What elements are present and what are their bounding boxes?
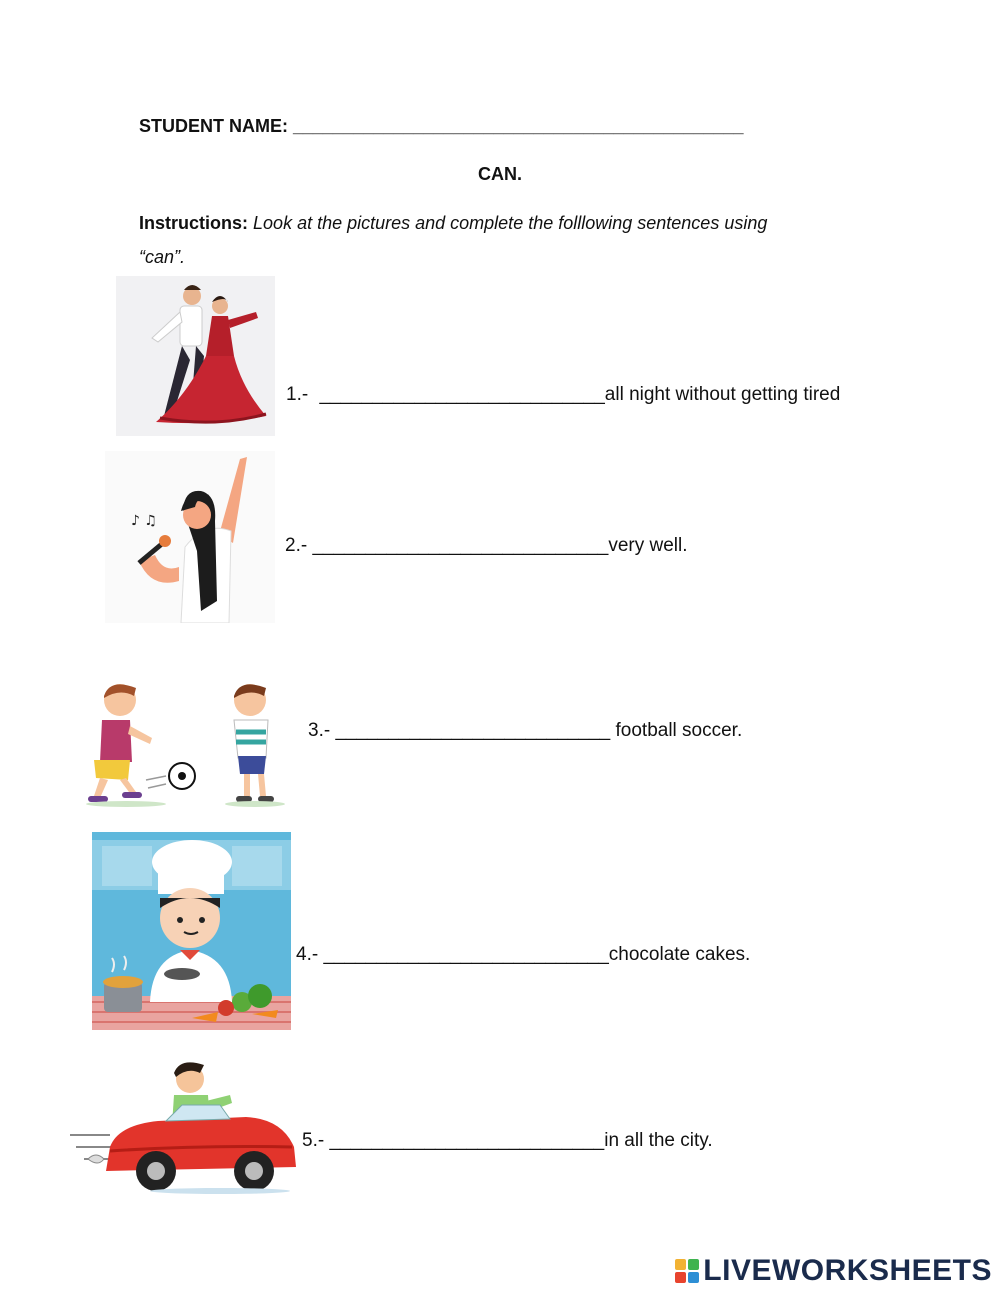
soccer-kids-icon [80,676,305,811]
dancing-couple-icon [116,276,275,436]
logo-block [675,1259,686,1270]
svg-text:♪ ♫: ♪ ♫ [131,513,157,529]
sentence-ending: chocolate cakes. [608,944,751,965]
logo-block [688,1259,699,1270]
singer-icon [105,451,275,623]
student-name-blank[interactable]: _____________________________________________ [293,116,744,136]
answer-blank-2[interactable]: ____________________________ [312,535,609,556]
instructions-text-line1: Look at the pictures and complete the folllowing sentences using [253,213,768,233]
sentence-2 [285,535,688,557]
chef-icon [92,832,291,1030]
instructions-label: Instructions: [139,213,249,233]
answer-blank-4[interactable]: ___________________________ [323,944,609,965]
logo-blocks-icon [675,1259,699,1283]
item-number: 1.- [286,384,309,405]
sentence-ending: very well. [608,535,688,556]
instructions-text-line2: “can”. [139,247,186,267]
answer-blank-1[interactable]: ___________________________ [319,384,605,405]
item-number: 2.- [285,535,308,556]
sentence-4 [296,944,750,966]
student-name-line [139,116,744,137]
liveworksheets-logo [675,1254,992,1288]
sentence-ending: in all the city. [604,1130,713,1151]
answer-blank-5[interactable]: __________________________ [329,1130,605,1151]
student-name-label: STUDENT NAME: [139,116,288,136]
answer-blank-3[interactable]: __________________________ [335,720,611,741]
logo-text: LIVEWORKSHEETS [703,1254,992,1287]
driver-car-icon [70,1055,302,1195]
logo-block [688,1272,699,1283]
sentence-1 [286,384,840,406]
item-number: 3.- [308,720,331,741]
sentence-ending: all night without getting tired [604,384,841,405]
sentence-ending: football soccer. [610,720,743,741]
sentence-5 [302,1130,713,1152]
worksheet-title: CAN. [478,164,522,184]
item-number: 5.- [302,1130,325,1151]
logo-block [675,1272,686,1283]
item-number: 4.- [296,944,319,965]
instructions [139,206,839,274]
sentence-3 [308,720,742,742]
